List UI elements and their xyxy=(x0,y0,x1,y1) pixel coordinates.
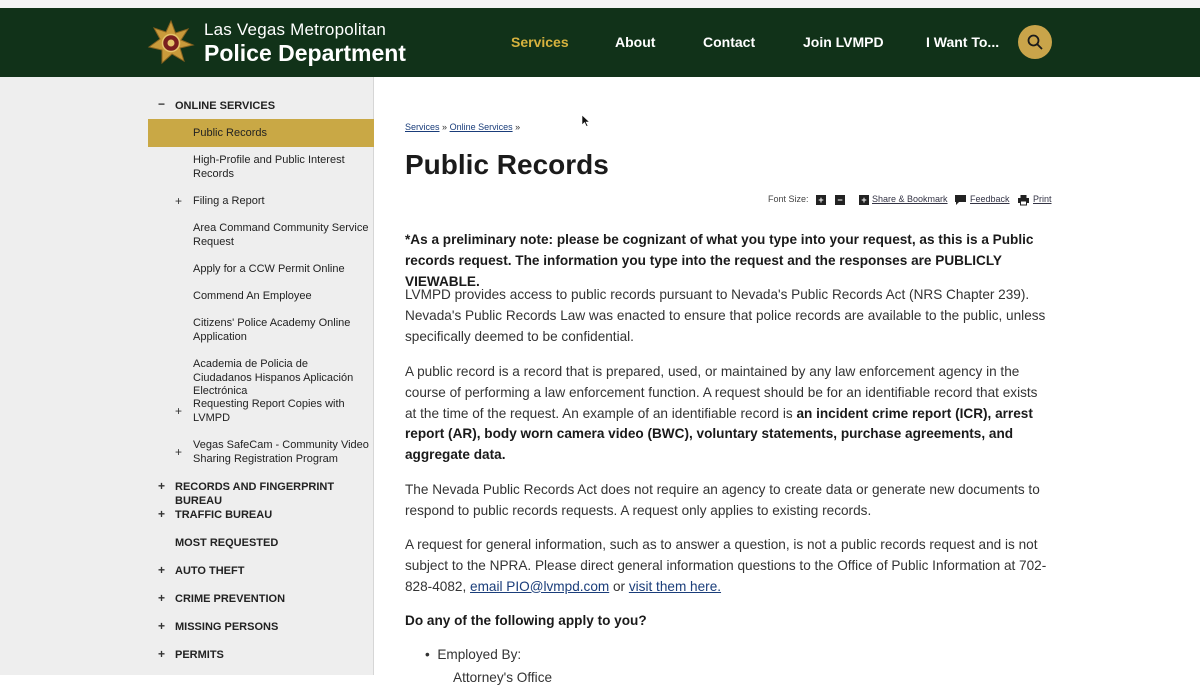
expand-icon[interactable]: + xyxy=(158,619,166,633)
sidebar-section-online-services[interactable]: ONLINE SERVICES xyxy=(175,100,276,112)
search-icon xyxy=(1027,34,1043,50)
sidebar-item-vegas-safecam[interactable]: Vegas SafeCam - Community Video Sharing Registration Program xyxy=(193,439,369,465)
sidebar-item-ccw-permit[interactable]: Apply for a CCW Permit Online xyxy=(193,263,345,275)
sidebar-item-public-records[interactable]: Public Records xyxy=(193,127,267,139)
nav-contact[interactable]: Contact xyxy=(703,34,756,50)
expand-icon[interactable]: + xyxy=(158,647,166,661)
question-heading xyxy=(405,611,1050,632)
search-button[interactable] xyxy=(1018,25,1052,59)
sidebar-item-citizens-academy[interactable]: Citizens' Police Academy Online Application xyxy=(193,317,351,343)
expand-icon[interactable]: + xyxy=(175,404,183,418)
question-text: Do any of the following apply to you? xyxy=(405,613,647,628)
visit-them-link[interactable]: visit them here. xyxy=(628,578,722,594)
nav-services[interactable]: Services xyxy=(511,34,569,50)
list-item-employed-by-text: Employed By: xyxy=(437,647,522,662)
sidebar-item-records-fingerprint[interactable]: RECORDS AND FINGERPRINT BUREAU xyxy=(175,481,335,507)
sidebar-item-crime-prevention[interactable]: CRIME PREVENTION xyxy=(175,593,286,605)
breadcrumb-separator: » xyxy=(515,122,521,132)
print-link[interactable]: Print xyxy=(1033,194,1052,204)
site-header xyxy=(0,8,1200,77)
sidebar-item-report-copies[interactable]: Requesting Report Copies with LVMPD xyxy=(193,398,345,424)
preliminary-note-text: *As a preliminary note: please be cognizant of what you type into your request, as this is a Public records request. The information you type into the request and the responses are PUBLICLY VIEWABLE. xyxy=(405,232,1034,289)
sidebar-item-most-requested[interactable]: MOST REQUESTED xyxy=(175,537,279,549)
sidebar xyxy=(0,77,374,675)
list-item-attorney-office-text: Attorney's Office xyxy=(453,670,553,685)
paragraph-definition-examples: an incident crime report (ICR), arrest report (AR), body worn camera video (BWC), voluntary statements, purchase agreements, and aggregate data. xyxy=(405,405,1033,463)
breadcrumb-online-services[interactable]: Online Services xyxy=(449,122,513,132)
sidebar-item-commend-employee[interactable]: Commend An Employee xyxy=(193,290,312,302)
paragraph-general-info xyxy=(405,535,1050,597)
print-icon[interactable] xyxy=(1018,195,1029,205)
brand-line1: Las Vegas Metropolitan xyxy=(204,20,387,39)
page-title: Public Records xyxy=(405,149,609,180)
sidebar-item-area-command-request[interactable]: Area Command Community Service Request xyxy=(193,222,369,248)
feedback-link[interactable]: Feedback xyxy=(970,194,1010,204)
paragraph-general-info-or: or xyxy=(609,578,629,594)
expand-icon[interactable]: + xyxy=(175,445,183,459)
expand-icon[interactable]: + xyxy=(175,194,183,208)
nav-about[interactable]: About xyxy=(615,34,656,50)
breadcrumb xyxy=(405,122,520,132)
font-increase-icon[interactable]: + xyxy=(816,195,826,205)
sidebar-item-academia-policia[interactable]: Academia de Policia de Ciudadanos Hispanos Aplicación Electrónica xyxy=(193,358,354,397)
top-strip xyxy=(0,0,1200,8)
collapse-icon[interactable]: − xyxy=(158,97,166,111)
paragraph-definition-text: A public record is a record that is prepared, used, or maintained by any law enforcement agency in the course of performing a law enforcement function. A request should be for an identifiable record that exists at the time of the request. An example of an identifiable record is xyxy=(405,364,1038,421)
share-bookmark-link[interactable]: Share & Bookmark xyxy=(872,194,948,204)
nav-join-lvmpd[interactable]: Join LVMPD xyxy=(803,34,884,50)
expand-icon[interactable]: + xyxy=(158,479,166,493)
breadcrumb-services[interactable]: Services xyxy=(405,122,440,132)
sidebar-item-high-profile-records[interactable]: High-Profile and Public Interest Records xyxy=(193,154,345,180)
brand-line2: Police Department xyxy=(204,40,406,66)
brand[interactable] xyxy=(204,20,406,67)
list-item-attorney-office xyxy=(453,668,553,685)
expand-icon[interactable]: + xyxy=(158,591,166,605)
preliminary-note xyxy=(405,230,1050,292)
share-icon[interactable]: + xyxy=(859,195,869,205)
paragraph-npra: The Nevada Public Records Act does not require an agency to create data or generate new documents to respond to public records requests. A request only applies to existing records. xyxy=(405,482,1040,518)
police-star-logo[interactable] xyxy=(148,20,194,66)
sidebar-item-traffic-bureau[interactable]: TRAFFIC BUREAU xyxy=(175,509,273,521)
email-pio-link[interactable]: email PIO@lvmpd.com xyxy=(470,578,610,594)
sidebar-item-missing-persons[interactable]: MISSING PERSONS xyxy=(175,621,279,633)
breadcrumb-separator: » xyxy=(442,122,448,132)
feedback-icon[interactable] xyxy=(955,195,966,205)
paragraph-access: LVMPD provides access to public records pursuant to Nevada's Public Records Act (NRS Chapter 239). Nevada's Public Records Law was enacted to ensure that police records are available to the public, unless specifically deemed to be confidential. xyxy=(405,287,1046,344)
sidebar-item-permits[interactable]: PERMITS xyxy=(175,649,224,661)
nav-i-want-to[interactable]: I Want To... xyxy=(926,34,1000,50)
font-decrease-icon[interactable]: − xyxy=(835,195,845,205)
sidebar-item-filing-a-report[interactable]: Filing a Report xyxy=(193,195,265,207)
font-size-label: Font Size: xyxy=(768,194,809,204)
sidebar-item-auto-theft[interactable]: AUTO THEFT xyxy=(175,565,245,577)
paragraph-definition xyxy=(405,362,1050,466)
list-item-employed-by: • Employed By: xyxy=(425,647,522,662)
expand-icon[interactable]: + xyxy=(158,563,166,577)
paragraph-general-info-text: A request for general information, such as to answer a question, is not a public records request and is not subject to the NPRA. Please direct general information questions to the Office of Public Information at 702-828-4082, xyxy=(405,537,1047,594)
mouse-cursor-icon xyxy=(582,115,590,127)
expand-icon[interactable]: + xyxy=(158,507,166,521)
